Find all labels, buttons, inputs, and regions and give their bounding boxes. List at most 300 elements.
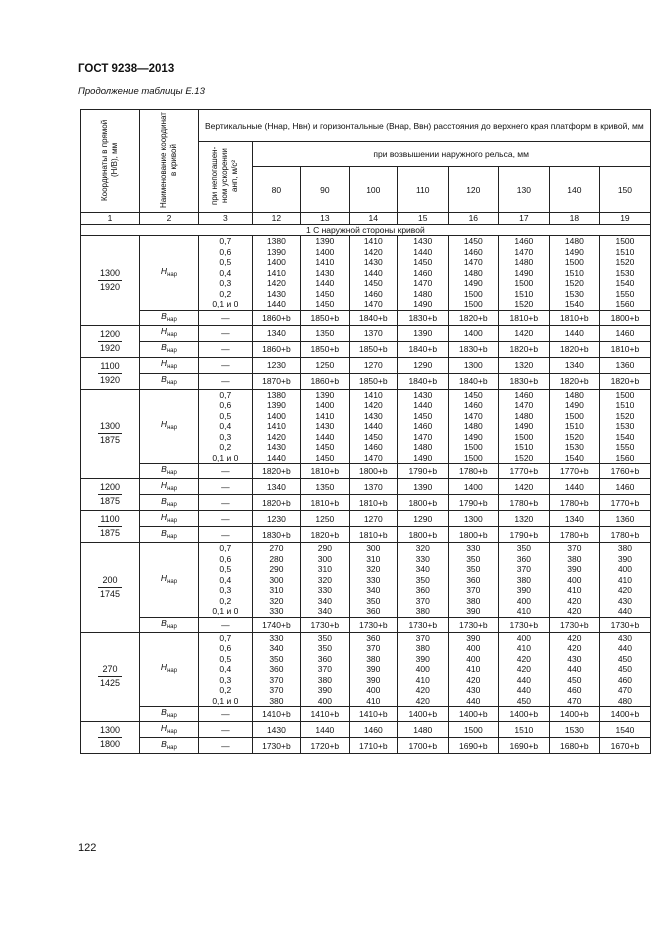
table-cell: 290 [252,564,300,575]
acceleration-value: 0,1 и 0 [199,696,253,707]
table-cell: 1400 [448,479,499,495]
coordinate-h: 1200 [98,328,122,342]
table-cell: 1500 [499,278,550,289]
table-cell: 1500 [499,432,550,443]
table-cell: 410 [600,575,651,586]
table-cell: 1500 [600,389,651,400]
table-cell: 1250 [301,511,349,527]
table-cell: 1480 [448,268,499,279]
table-cell: 1470 [398,432,449,443]
table-cell: 1730+b [252,738,300,754]
label-b-nar [140,617,199,632]
table-cell: 400 [499,596,550,607]
label-text: $H_{нар}$ [160,511,178,524]
table-cell: 1520 [600,411,651,422]
table-row [81,373,651,389]
elevation-150: 150 [600,167,651,213]
table-cell: 340 [349,585,397,596]
table-cell: 430 [600,596,651,607]
coordinate-pair [81,632,140,722]
coordinate-b: 1920 [99,342,121,353]
coordinate-h: 1300 [98,267,122,281]
table-cell: 1440 [349,421,397,432]
table-cell: 410 [549,585,600,596]
dash-cell: — [199,357,253,373]
table-cell: 1410 [349,236,397,247]
table-cell: 1820+b [549,341,600,357]
label-text: $B_{нар}$ [161,342,177,354]
dash-cell: — [199,617,253,632]
section-title: 1 С наружной стороны кривой [81,224,651,236]
column-number: 16 [448,213,499,225]
table-cell: 1510 [499,289,550,300]
table-cell: 420 [448,675,499,686]
table-cell: 450 [549,675,600,686]
table-cell: 1800+b [398,495,449,511]
coordinate-pair [81,511,140,543]
table-row [81,722,651,738]
table-cell: 1460 [499,236,550,247]
table-cell: 380 [252,696,300,707]
table-cell: 1520 [549,432,600,443]
table-cell: 1390 [301,236,349,247]
table-row [81,617,651,632]
coordinate-fraction [98,328,122,355]
table-cell: 1430 [252,442,300,453]
table-cell: 380 [549,554,600,565]
header-elevation: при возвышении наружного рельса, мм [252,142,650,167]
table-cell: 340 [252,643,300,654]
table-cell: 1480 [398,722,449,738]
table-cell: 370 [549,543,600,554]
table-cell: 330 [398,554,449,565]
table-cell: 1840+b [398,373,449,389]
table-cell: 360 [448,575,499,586]
table-cell: 1460 [600,325,651,341]
table-cell: 1870+b [252,373,300,389]
table-cell: 330 [252,632,300,643]
dash-cell: — [199,511,253,527]
table-cell: 1430 [398,389,449,400]
acceleration-value: 0,5 [199,564,253,575]
table-cell: 390 [600,554,651,565]
header-coord-name-text: Наименование координат в кривой [159,112,178,208]
table-cell: 380 [398,643,449,654]
label-text: $H_{нар}$ [160,479,178,492]
table-cell: 1820+b [252,464,300,479]
table-cell: 1840+b [398,341,449,357]
table-cell: 320 [301,575,349,586]
table-cell: 1550 [600,289,651,300]
acceleration-value: 0,4 [199,575,253,586]
table-cell: 430 [549,654,600,665]
table-cell: 1860+b [252,310,300,325]
table-cell: 1250 [301,357,349,373]
table-cell: 470 [549,696,600,707]
label-h-nar [140,632,199,707]
acceleration-value: 0,5 [199,654,253,665]
table-cell: 1560 [600,453,651,464]
table-cell: 1710+b [349,738,397,754]
table-cell: 1290 [398,357,449,373]
table-cell: 1780+b [549,527,600,543]
table-cell: 310 [349,554,397,565]
table-cell: 370 [448,585,499,596]
table-cell: 1850+b [301,341,349,357]
table-cell: 1680+b [549,738,600,754]
label-b-nar [140,341,199,357]
acceleration-value: 0,2 [199,685,253,696]
table-cell: 1300 [448,511,499,527]
table-cell: 1370 [349,325,397,341]
table-cell: 1320 [499,357,550,373]
table-cell: 1530 [549,289,600,300]
table-cell: 1420 [349,247,397,258]
table-cell: 1500 [600,236,651,247]
table-cell: 1820+b [499,341,550,357]
label-b-nar [140,495,199,511]
table-cell: 1440 [398,247,449,258]
label-text: $H_{нар}$ [160,419,178,432]
table-cell: 370 [398,596,449,607]
table-cell: 1420 [499,479,550,495]
coordinate-fraction [98,267,122,294]
dash-cell: — [199,495,253,511]
acceleration-value: 0,3 [199,585,253,596]
table-cell: 1480 [549,236,600,247]
table-cell: 360 [301,654,349,665]
table-cell: 400 [448,643,499,654]
table-cell: 350 [499,543,550,554]
table-cell: 1790+b [499,527,550,543]
table-row [81,479,651,495]
table-cell: 1440 [301,278,349,289]
table-cell: 1820+b [448,310,499,325]
table-cell: 430 [600,632,651,643]
coordinate-fraction [98,481,122,508]
label-b-nar [140,707,199,722]
table-cell: 410 [349,696,397,707]
acceleration-value: 0,6 [199,554,253,565]
table-cell: 1550 [600,442,651,453]
table-cell: 1730+b [549,617,600,632]
table-cell: 370 [398,632,449,643]
label-text: $B_{нар}$ [161,738,177,751]
page-number: 122 [78,842,97,854]
table-cell: 1460 [448,400,499,411]
coordinate-b: 1875 [99,528,121,538]
table-cell: 370 [499,564,550,575]
label-text: $H_{нар}$ [160,265,178,278]
table-cell: 1850+b [349,373,397,389]
table-cell: 1390 [398,325,449,341]
acceleration-value: 0,1 и 0 [199,453,253,464]
dash-cell: — [199,341,253,357]
table-row [81,527,651,543]
table-cell: 390 [448,632,499,643]
table-cell: 1480 [499,411,550,422]
table-cell: 420 [398,696,449,707]
table-cell: 390 [398,654,449,665]
table-cell: 1520 [549,278,600,289]
label-text: $H_{нар}$ [160,662,178,675]
table-cell: 440 [600,643,651,654]
table-cell: 340 [301,606,349,617]
coordinate-pair [81,479,140,511]
table-cell: 390 [301,685,349,696]
acceleration-value: 0,6 [199,247,253,258]
table-cell: 360 [398,585,449,596]
table-cell: 270 [252,543,300,554]
table-cell: 1840+b [349,310,397,325]
table-cell: 1790+b [448,495,499,511]
table-cell: 410 [499,643,550,654]
header-coordinates-text: Координаты в прямой (H/B), мм [100,119,119,201]
label-h-nar [140,357,199,373]
table-cell: 1730+b [600,617,651,632]
table-cell: 380 [499,575,550,586]
table-cell: 420 [549,643,600,654]
table-cell: 1690+b [499,738,550,754]
table-cell: 1470 [448,411,499,422]
table-cell: 300 [252,575,300,586]
table-cell: 420 [600,585,651,596]
table-cell: 410 [448,664,499,675]
table-cell: 1720+b [301,738,349,754]
coordinate-h: 1200 [98,481,122,495]
table-cell: 1510 [499,442,550,453]
coordinate-pair [81,722,140,754]
table-cell: 1530 [549,722,600,738]
table-cell: 350 [349,596,397,607]
table-cell: 1400+b [549,707,600,722]
coordinate-h: 1300 [98,724,122,738]
table-cell: 1410+b [252,707,300,722]
label-h-nar [140,543,199,618]
table-cell: 1430 [398,236,449,247]
table-caption: Продолжение таблицы Е.13 [78,86,205,97]
table-cell: 1340 [252,479,300,495]
table-cell: 1530 [549,442,600,453]
table-cell: 1850+b [349,341,397,357]
label-b-nar [140,527,199,543]
label-b-nar [140,738,199,754]
table-cell: 1450 [349,278,397,289]
table-cell: 1370 [349,479,397,495]
table-cell: 360 [349,606,397,617]
header-acceleration-text: при непогашен-ном ускорении aнп, м/с² [210,146,240,206]
table-cell: 1770+b [549,464,600,479]
table-cell: 420 [499,654,550,665]
table-cell: 1450 [301,299,349,310]
coordinate-b: 1875 [99,435,121,446]
table-cell: 1340 [549,357,600,373]
table-cell: 1800+b [349,464,397,479]
table-cell: 1340 [549,511,600,527]
table-cell: 370 [349,643,397,654]
table-cell: 1540 [600,278,651,289]
table-cell: 1410+b [301,707,349,722]
elevation-100: 100 [349,167,397,213]
table-cell: 1400 [301,400,349,411]
table-cell: 1420 [499,325,550,341]
coordinate-b: 1425 [99,678,121,689]
table-cell: 420 [549,606,600,617]
table-cell: 1380 [252,236,300,247]
label-h-nar [140,479,199,495]
table-cell: 1430 [252,722,300,738]
table-row [81,325,651,341]
table-cell: 330 [252,606,300,617]
dash-cell: — [199,325,253,341]
table-cell: 1820+b [301,527,349,543]
table-cell: 450 [600,664,651,675]
table-cell: 1830+b [252,527,300,543]
table-cell: 340 [398,564,449,575]
column-number: 17 [499,213,550,225]
table-cell: 1820+b [252,495,300,511]
dash-cell: — [199,722,253,738]
table-cell: 1520 [499,453,550,464]
table-cell: 1830+b [448,341,499,357]
coordinate-h: 270 [98,663,122,677]
table-cell: 440 [499,685,550,696]
table-cell: 400 [600,564,651,575]
table-cell: 1510 [549,421,600,432]
table-cell: 1410 [301,411,349,422]
label-h-nar [140,511,199,527]
acceleration-value: 0,4 [199,421,253,432]
acceleration-value: 0,2 [199,442,253,453]
table-cell: 1450 [301,289,349,300]
table-cell: 1840+b [448,373,499,389]
table-row [81,236,651,247]
table-cell: 1500 [448,453,499,464]
table-cell: 1860+b [301,373,349,389]
table-cell: 1820+b [549,373,600,389]
table-cell: 1480 [549,389,600,400]
table-cell: 1360 [600,511,651,527]
table-cell: 360 [349,632,397,643]
label-b-nar [140,373,199,389]
coordinate-h: 1300 [98,420,122,434]
table-cell: 1410+b [349,707,397,722]
table-cell: 420 [398,685,449,696]
table-row [81,357,651,373]
table-cell: 1490 [499,268,550,279]
elevation-130: 130 [499,167,550,213]
table-cell: 300 [349,543,397,554]
label-text: $B_{нар}$ [161,527,177,540]
table-cell: 1510 [499,722,550,738]
table-cell: 1810+b [301,464,349,479]
acceleration-value: 0,3 [199,675,253,686]
table-cell: 1760+b [600,464,651,479]
table-cell: 1810+b [301,495,349,511]
table-cell: 1770+b [499,464,550,479]
table-cell: 470 [600,685,651,696]
column-number: 2 [140,213,199,225]
table-cell: 1460 [349,442,397,453]
table-cell: 1470 [349,453,397,464]
table-cell: 1410 [252,421,300,432]
table-cell: 1290 [398,511,449,527]
table-cell: 1400 [252,257,300,268]
label-text: $H_{нар}$ [160,358,178,370]
table-cell: 1430 [301,268,349,279]
coordinate-pair [81,543,140,633]
coordinate-b: 1800 [99,739,121,749]
table-cell: 1400+b [448,707,499,722]
label-text: $B_{нар}$ [161,617,177,630]
clearance-table [80,109,651,754]
dash-cell: — [199,738,253,754]
table-cell: 1440 [349,268,397,279]
table-cell: 360 [499,554,550,565]
table-cell: 1520 [600,257,651,268]
table-cell: 1540 [549,453,600,464]
acceleration-value: 0,4 [199,268,253,279]
elevation-90: 90 [301,167,349,213]
table-cell: 1810+b [600,341,651,357]
table-cell: 380 [301,675,349,686]
label-text: $B_{нар}$ [161,707,177,719]
acceleration-value: 0,4 [199,664,253,675]
table-cell: 1400 [252,411,300,422]
table-cell: 380 [349,654,397,665]
coordinate-b: 1745 [99,588,121,599]
table-cell: 400 [499,632,550,643]
coordinate-pair [81,389,140,479]
table-cell: 1490 [549,247,600,258]
table-row [81,389,651,400]
table-cell: 440 [549,664,600,675]
table-cell: 1490 [398,453,449,464]
table-cell: 1690+b [448,738,499,754]
coordinate-pair [81,236,140,326]
table-cell: 350 [301,643,349,654]
table-cell: 1490 [499,421,550,432]
table-cell: 1540 [600,722,651,738]
table-cell: 1440 [549,325,600,341]
column-number: 19 [600,213,651,225]
acceleration-value: 0,7 [199,632,253,643]
table-cell: 1390 [252,247,300,258]
acceleration-value: 0,3 [199,432,253,443]
label-text: $B_{нар}$ [161,374,177,386]
table-row [81,341,651,357]
table-cell: 1320 [499,511,550,527]
table-cell: 1730+b [349,617,397,632]
table-cell: 1530 [600,421,651,432]
table-cell: 1470 [349,299,397,310]
dash-cell: — [199,527,253,543]
table-cell: 1410 [301,257,349,268]
coordinate-h: 1100 [98,513,122,527]
table-cell: 1450 [301,453,349,464]
coordinate-fraction [98,724,122,751]
table-cell: 1460 [349,722,397,738]
coordinate-b: 1920 [99,374,121,385]
header-coordinates [81,110,140,213]
table-cell: 370 [252,675,300,686]
coordinate-pair [81,357,140,389]
table-cell: 1350 [301,479,349,495]
table-row [81,511,651,527]
coordinate-h: 200 [98,574,122,588]
dash-cell: — [199,464,253,479]
table-cell: 1380 [252,389,300,400]
